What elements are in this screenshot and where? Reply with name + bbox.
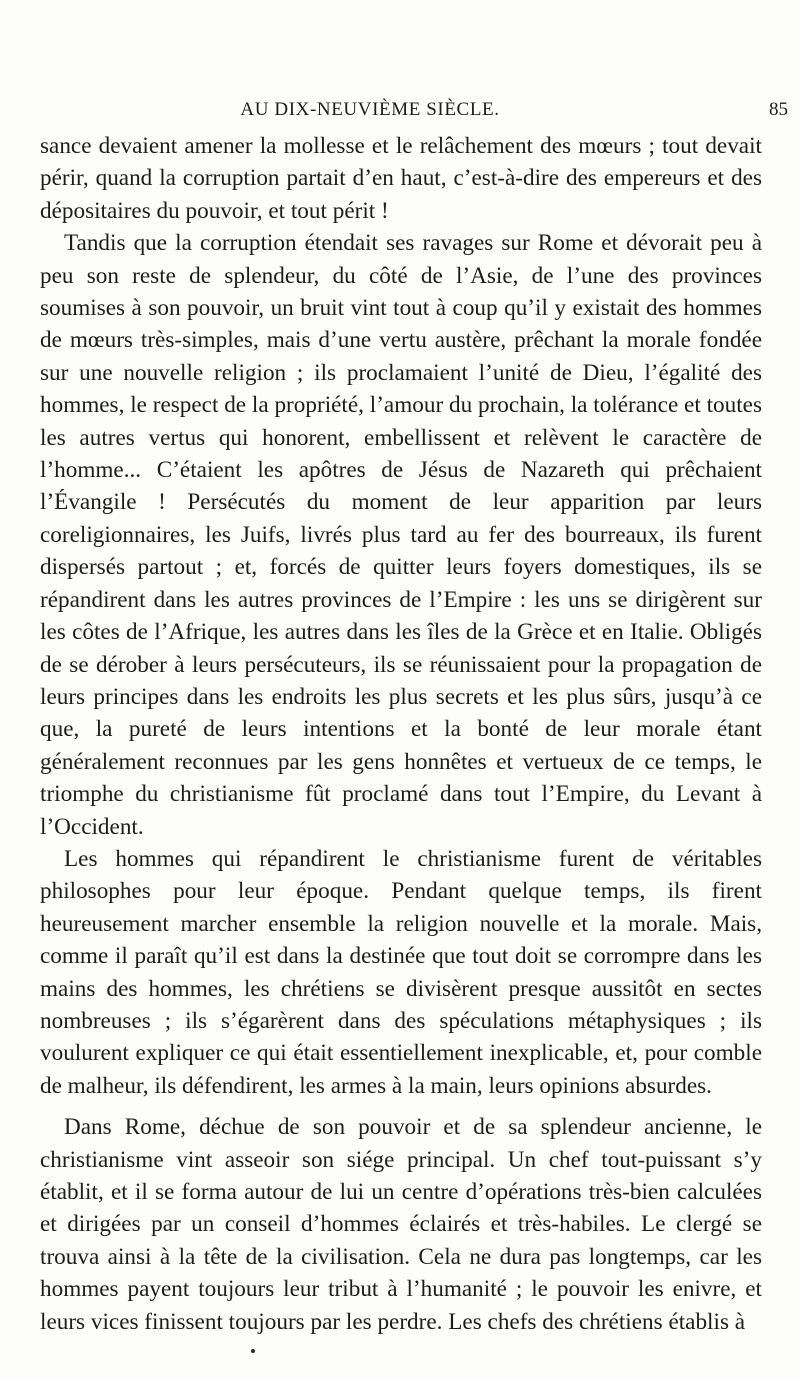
page-header <box>40 96 788 124</box>
running-head: AU DIX-NEUVIÈME SIÈCLE. <box>240 99 500 120</box>
paragraph-3: Les hommes qui répandirent le christianisme furent de véritables philosophes pour leur époque. Pendant quelque temps, ils firent heureusement marcher ensemble la religion nouvelle et la morale. Mais, comme il paraît qu’il est dans la destinée que tout doit se corrompre dans les mains des hommes, les chrétiens se divisèrent presque aussitôt en sectes nombreuses ; ils s’égarèrent dans des spéculations métaphysiques ; ils voulurent expliquer ce qui était essentiellement inexplicable, et, pour comble de malheur, ils défendirent, les armes à la main, leurs opinions absurdes. <box>40 845 762 1099</box>
print-speck <box>251 1349 255 1353</box>
paragraph-1: sance devaient amener la mollesse et le relâchement des mœurs ; tout devait périr, quand la corruption partait d’en haut, c’est-à-dire des empereurs et des dépositaires du pouvoir, et tout périt ! <box>40 133 762 224</box>
paragraph-4: Dans Rome, déchue de son pouvoir et de sa splendeur ancienne, le christianisme vint asseoir son siége principal. Un chef tout-puissant s’y établit, et il se forma autour de lui un centre d’opérations très-bien calculées et dirigées par un conseil d’hommes éclairés et très-habiles. Le clergé se trouva ainsi à la tête de la civilisation. Cela ne dura pas longtemps, car les hommes payent toujours leur tribut à l’humanité ; le pouvoir les enivre, et leurs vices finissent toujours par les perdre. Les chefs des chrétiens établis à <box>40 1114 762 1335</box>
body-text <box>40 130 762 1338</box>
paragraph-2: Tandis que la corruption étendait ses ravages sur Rome et dévorait peu à peu son reste de splendeur, du côté de l’Asie, de l’une des provinces soumises à son pouvoir, un bruit vint tout à coup qu’il y existait des hommes de mœurs très-simples, mais d’une vertu austère, prêchant la morale fondée sur une nouvelle religion ; ils proclamaient l’unité de Dieu, l’égalité des hommes, le respect de la propriété, l’amour du prochain, la tolérance et toutes les autres vertus qui honorent, embellissent et relèvent le caractère de l’homme... C’étaient les apôtres de Jésus de Nazareth qui prêchaient l’Évangile ! Persécutés du moment de leur apparition par leurs coreligionnaires, les Juifs, livrés plus tard au fer des bourreaux, ils furent dispersés partout ; et, forcés de quitter leurs foyers domestiques, ils se répandirent dans les autres provinces de l’Empire : les uns se dirigèrent sur les côtes de l’Afrique, les autres dans les îles de la Grèce et en Italie. Obligés de se dérober à leurs persécuteurs, ils se réunissaient pour la propagation de leurs principes dans les endroits les plus secrets et les plus sûrs, jusqu’à ce que, la pureté de leurs intentions et la bonté de leur morale étant généralement reconnues par les gens honnêtes et vertueux de ce temps, le triomphe du christianisme fût proclamé dans tout l’Empire, du Levant à l’Occident. <box>40 230 762 840</box>
page-number: 85 <box>769 99 788 120</box>
